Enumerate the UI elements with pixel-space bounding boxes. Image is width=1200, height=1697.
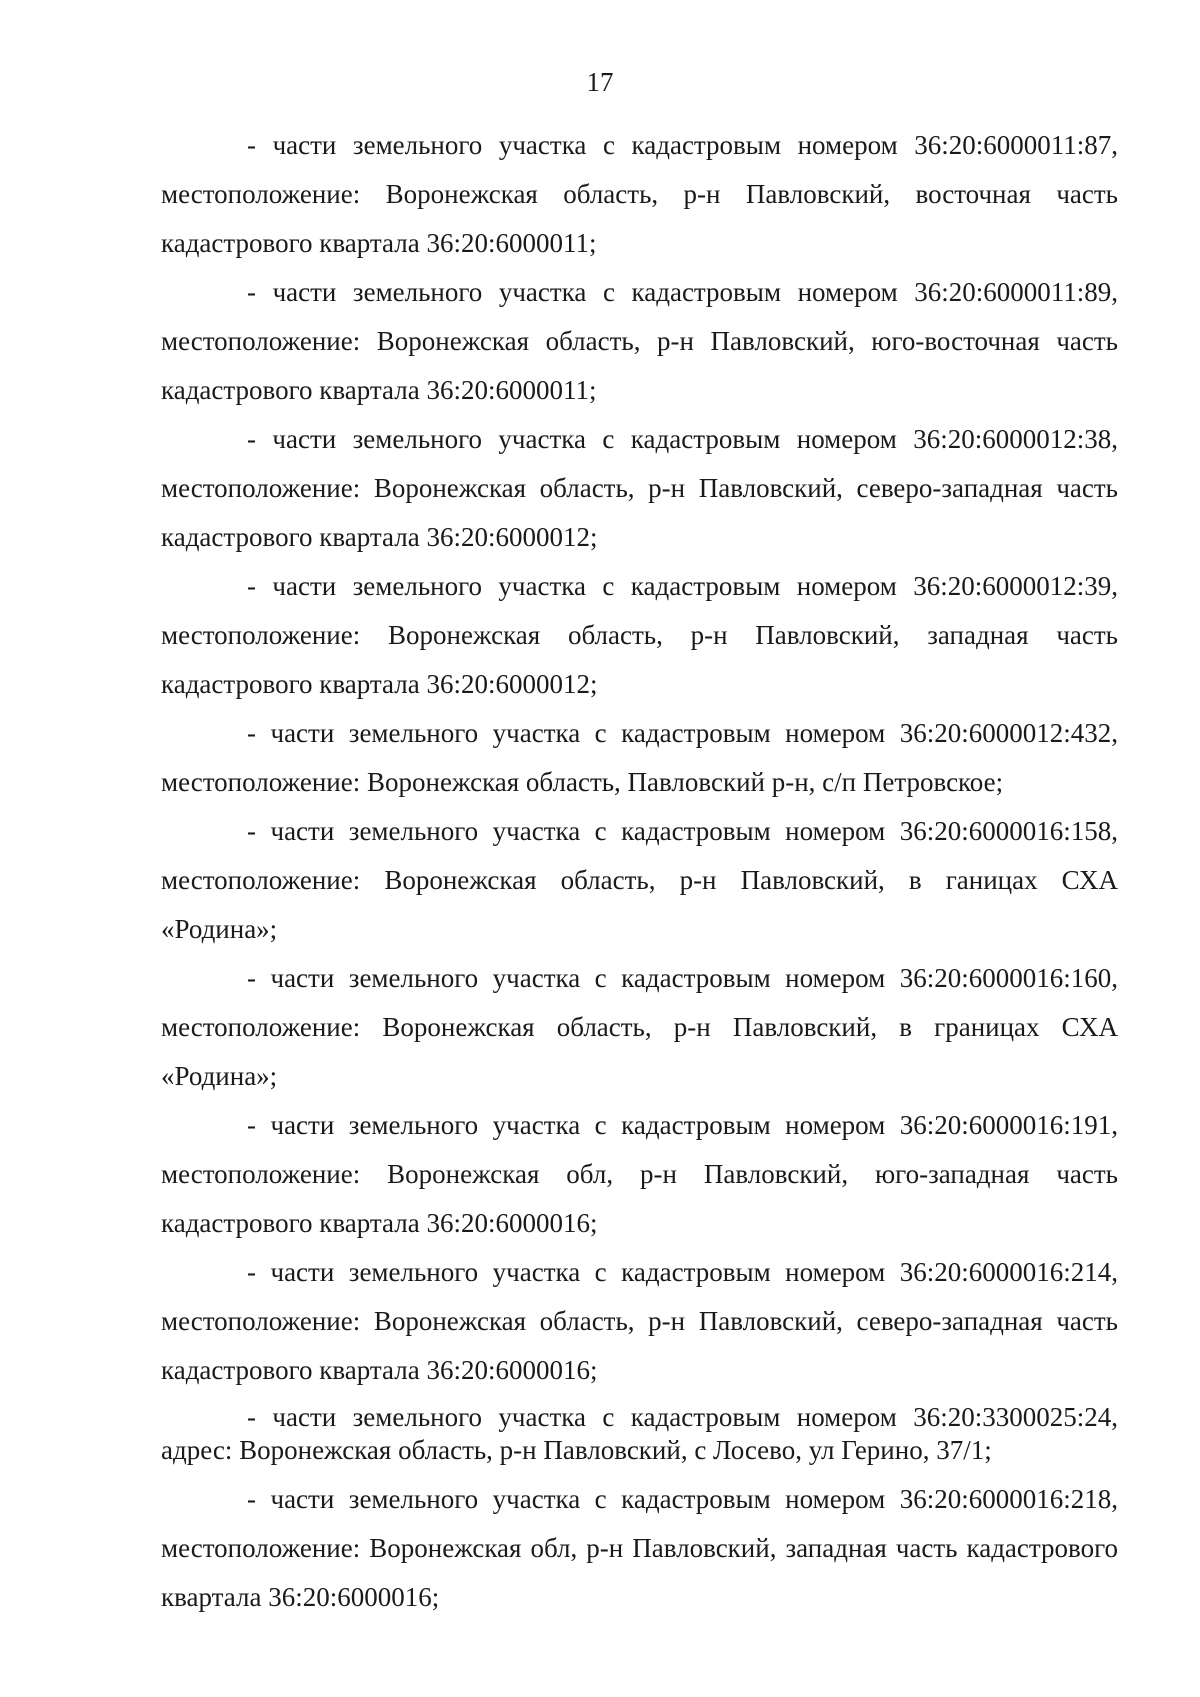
paragraph-parcel-9: - части земельного участка с кадастровым номером 36:20:6000016:214, местоположение: Воронежская область, р-н Павловский, северо-западная часть кадастрового квартала 36:20:6000016; xyxy=(161,1257,1118,1385)
paragraph-parcel-10: - части земельного участка с кадастровым номером 36:20:3300025:24, адрес: Воронежская область, р-н Павловский, с Лосево, ул Герино, 37/1; xyxy=(161,1402,1118,1465)
paragraph-parcel-8: - части земельного участка с кадастровым номером 36:20:6000016:191, местоположение: Воронежская обл, р-н Павловский, юго-западная часть кадастрового квартала 36:20:6000016; xyxy=(161,1110,1118,1238)
document-body xyxy=(161,121,1118,1622)
paragraph-parcel-5: - части земельного участка с кадастровым номером 36:20:6000012:432, местоположение: Воронежская область, Павловский р-н, с/п Петровское; xyxy=(161,718,1118,797)
paragraph-parcel-3: - части земельного участка с кадастровым номером 36:20:6000012:38, местоположение: Воронежская область, р-н Павловский, северо-западная часть кадастрового квартала 36:20:6000012; xyxy=(161,424,1118,552)
paragraph-parcel-6: - части земельного участка с кадастровым номером 36:20:6000016:158, местоположение: Воронежская область, р-н Павловский, в ганицах СХА «Родина»; xyxy=(161,816,1118,944)
paragraph-parcel-7: - части земельного участка с кадастровым номером 36:20:6000016:160, местоположение: Воронежская область, р-н Павловский, в границах СХА «Родина»; xyxy=(161,963,1118,1091)
paragraph-parcel-11: - части земельного участка с кадастровым номером 36:20:6000016:218, местоположение: Воронежская обл, р-н Павловский, западная часть кадастрового квартала 36:20:6000016; xyxy=(161,1484,1118,1612)
paragraph-parcel-1: - части земельного участка с кадастровым номером 36:20:6000011:87, местоположение: Воронежская область, р-н Павловский, восточная часть кадастрового квартала 36:20:6000011; xyxy=(161,130,1118,258)
paragraph-parcel-2: - части земельного участка с кадастровым номером 36:20:6000011:89, местоположение: Воронежская область, р-н Павловский, юго-восточная часть кадастрового квартала 36:20:6000011; xyxy=(161,277,1118,405)
paragraph-parcel-4: - части земельного участка с кадастровым номером 36:20:6000012:39, местоположение: Воронежская область, р-н Павловский, западная часть кадастрового квартала 36:20:6000012; xyxy=(161,571,1118,699)
page-number: 17 xyxy=(586,67,614,97)
